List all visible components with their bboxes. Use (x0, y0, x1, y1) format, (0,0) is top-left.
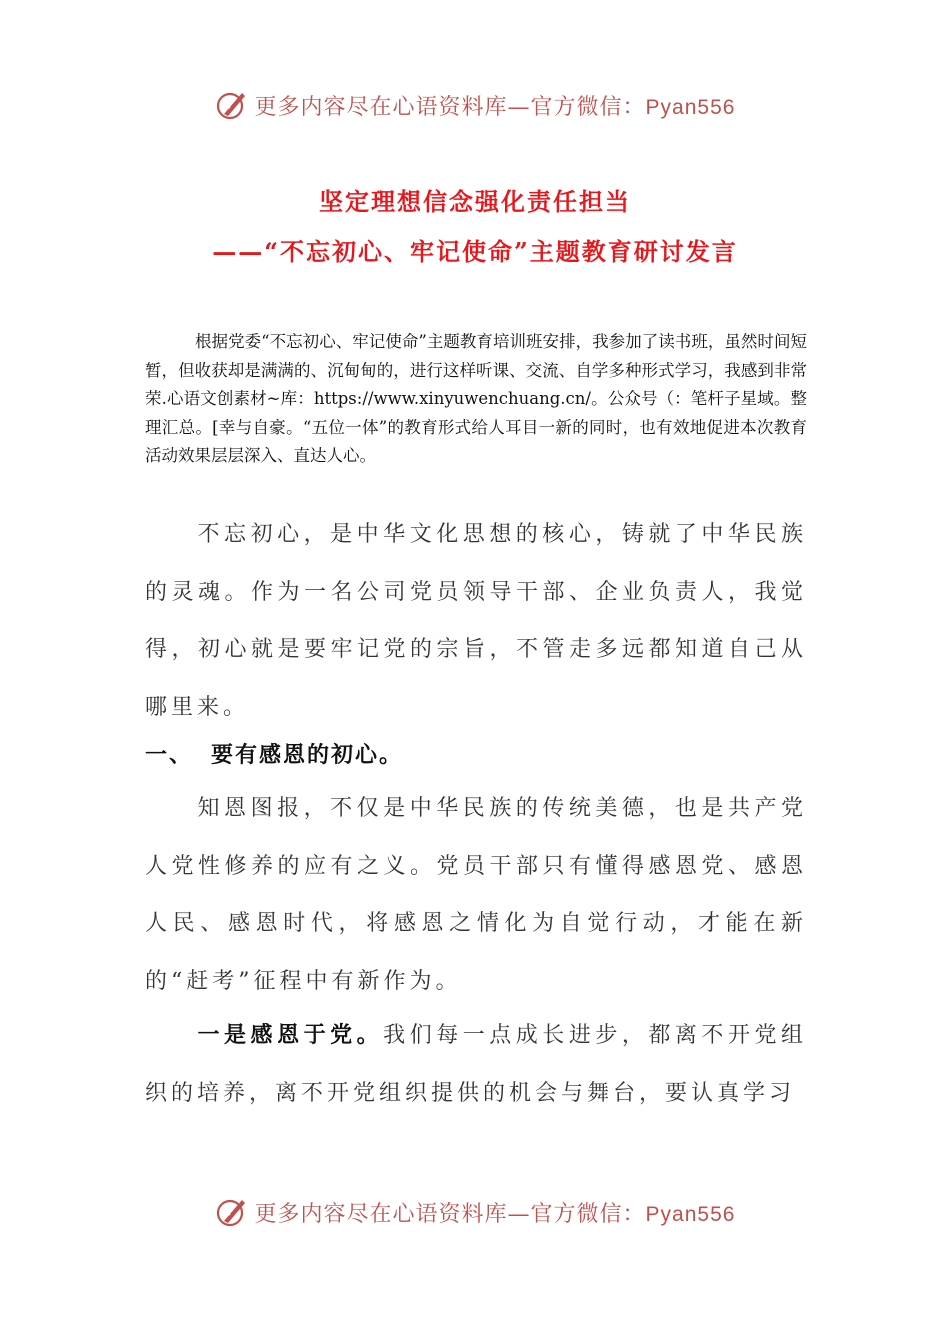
bold-lead: 一是感恩于党。 (197, 1022, 384, 1048)
quill-logo-icon (215, 1195, 249, 1229)
document-title: 坚定理想信念强化责任担当 (319, 187, 631, 216)
document-subtitle: ——“不忘初心、牢记使命”主题教育研讨发言 (212, 237, 738, 266)
paragraph-3: 一是感恩于党。我们每一点成长进步，都离不开党组织的培养，离不开党组织提供的机会与舞台，要认真学习 (145, 1022, 807, 1106)
quill-logo-icon (215, 88, 249, 122)
intro-paragraph: 根据党委“不忘初心、牢记使命”主题教育培训班安排，我参加了读书班，虽然时间短暂，但收获却是满满的、沉甸甸的，进行这样听课、交流、自学多种形式学习，我感到非常荣.心语文创素材~库：https://www.xinyuwenchuang.cn/。公众号（：笔杆子星域。整理汇总。[幸与自豪。“五位一体”的教育形式给人耳目一新的同时，也有效地促进本次教育活动效果层层深入、直达人心。 (145, 332, 807, 466)
section-number: 一、 (145, 742, 194, 768)
section-heading-text: 要有感恩的初心。 (211, 742, 404, 768)
paragraph-2: 知恩图报，不仅是中华民族的传统美德，也是共产党人党性修养的应有之义。党员干部只有懂得感恩党、感恩人民、感恩时代，将感恩之情化为自觉行动，才能在新的“赶考”征程中有新作为。 (145, 796, 807, 994)
header-banner (0, 80, 950, 130)
header-banner-text: 更多内容尽在心语资料库—官方微信： (254, 94, 646, 120)
header-wechat-id: Pyan556 (645, 95, 736, 119)
section-heading-1 (145, 730, 807, 780)
paragraph-1: 不忘初心，是中华文化思想的核心，铸就了中华民族的灵魂。作为一名公司党员领导干部、企业负责人，我觉得，初心就是要牢记党的宗旨，不管走多远都知道自己从哪里来。 (145, 522, 807, 720)
footer-banner (0, 1187, 950, 1237)
footer-wechat-id: Pyan556 (645, 1202, 736, 1226)
footer-banner-text: 更多内容尽在心语资料库—官方微信： (254, 1201, 646, 1227)
